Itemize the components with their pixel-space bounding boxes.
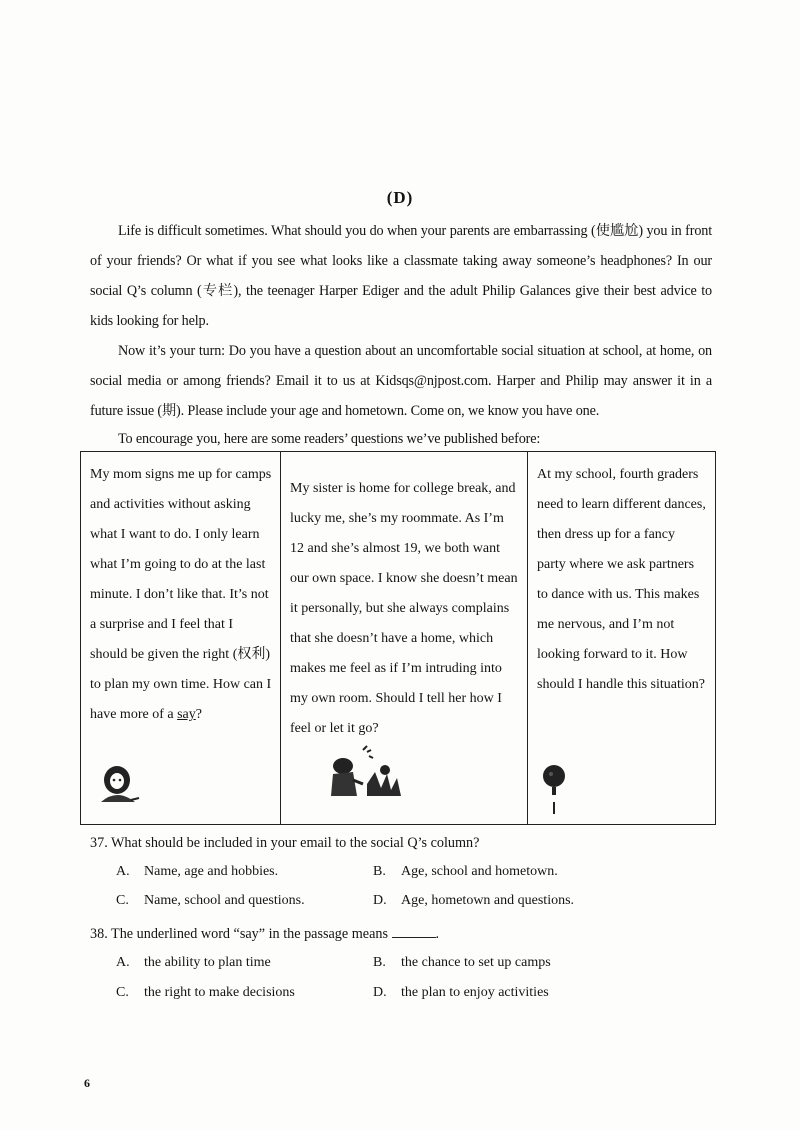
paragraph-3: To encourage you, here are some readers’ questions we’ve published before: [118,431,541,447]
page-number: 6 [84,1076,90,1090]
option-letter: A. [116,864,130,879]
question-38-option-a[interactable] [116,955,271,971]
underlined-word-say: say [177,707,196,722]
option-text: the chance to set up camps [401,955,551,970]
question-38-option-c[interactable] [116,985,295,1001]
option-text: the plan to enjoy activities [401,985,549,1000]
option-text: Age, hometown and questions. [401,893,575,908]
option-letter: C. [116,985,129,1000]
option-letter: C. [116,893,129,908]
option-text: Age, school and hometown. [401,864,558,879]
reader-question-1-text: My mom signs me up for camps and activities without asking what I want to do. I only learn what I’m going to do at the last minute. I don’t like that. It’s not a surprise and I feel that I should be given the right (权利) to plan my own time. How can I have more of a [90,467,272,722]
section-title: (D) [386,188,414,207]
girl-avatar-icon [95,762,141,806]
reader-question-3 [528,452,714,824]
question-38-option-b[interactable] [373,955,551,971]
option-letter: D. [373,985,387,1000]
reader-question-2-text: My sister is home for college break, and lucky me, she’s my roommate. As I’m 12 and she’s almost 19, we both want our own space. I know she doesn’t mean it personally, but she always complains that she doesn’t have a home, which makes me feel as if I’m intruding into my own room. Should I tell her how I feel or let it go? [290,481,518,736]
option-letter: B. [373,955,386,970]
reader-question-3-text: At my school, fourth graders need to learn different dances, then dress up for a fancy party where we ask partners to dance with us. This makes me nervous, and I’m not looking forward to it. How should I handle this situation? [537,467,706,692]
paragraph-1: Life is difficult sometimes. What should you do when your parents are embarrassing (使尴尬) you in front of your friends? Or what if you see what looks like a classmate taking away someone’s headphones? In our social Q’s column (专栏), the teenager Harper Ediger and the adult Philip Galances give their best advice to kids looking for help. [90,223,712,329]
option-text: the right to make decisions [144,985,295,1000]
question-37-option-d[interactable] [373,893,574,909]
option-text: Name, school and questions. [144,893,305,908]
option-letter: A. [116,955,130,970]
reader-question-1-end: ? [195,707,202,722]
question-37-option-b[interactable] [373,864,558,880]
sisters-illustration-icon [327,744,405,802]
question-38-option-d[interactable] [373,985,549,1001]
question-37 [90,835,479,852]
option-text: the ability to plan time [144,955,271,970]
question-37-option-c[interactable] [116,893,305,909]
question-37-number: 37. [90,835,108,851]
flower-icon [542,764,566,816]
option-text: Name, age and hobbies. [144,864,279,879]
option-letter: D. [373,893,387,908]
reader-question-1 [81,452,281,824]
question-38-stem-end: . [435,926,440,942]
option-letter: B. [373,864,386,879]
reader-questions-table [80,451,716,825]
paragraph-2: Now it’s your turn: Do you have a question about an uncomfortable social situation at school, at home, on social media or among friends? Email it to us at Kidsqs@njpost.com. Harper and Philip may answer it in a future issue (期). Please include your age and hometown. Come on, we know you have one. [90,343,712,419]
question-38-number: 38. [90,926,108,942]
question-38-stem: The underlined word “say” in the passage means [111,926,388,942]
question-38 [90,925,439,943]
reader-question-2 [281,452,528,824]
answer-blank[interactable] [392,925,436,938]
question-37-option-a[interactable] [116,864,278,880]
question-37-stem: What should be included in your email to the social Q’s column? [111,835,480,851]
